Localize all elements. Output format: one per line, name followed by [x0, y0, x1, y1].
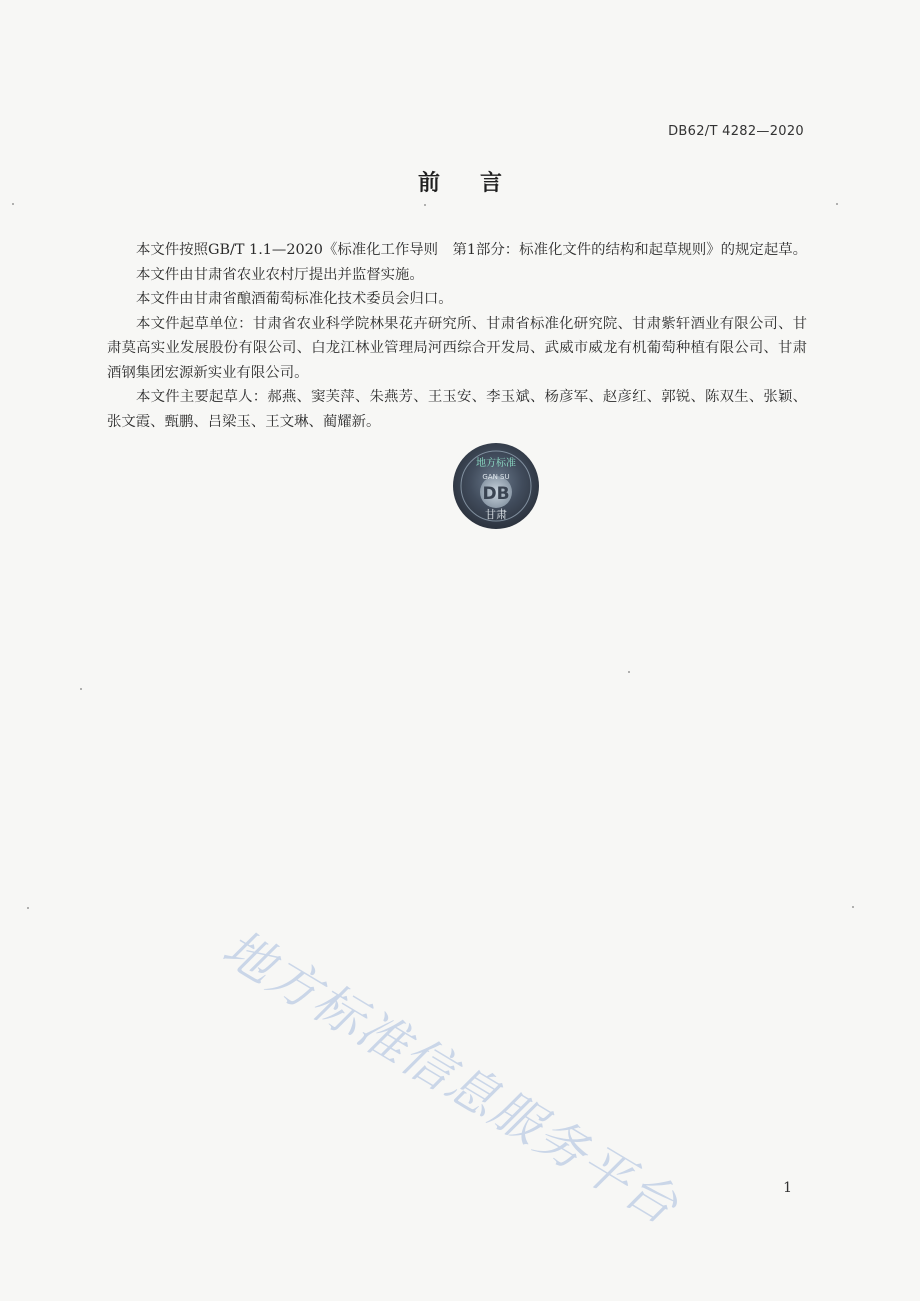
paragraph-drafters: 本文件主要起草人：郝燕、窦芙萍、朱燕芳、王玉安、李玉斌、杨彦军、赵彦红、郭锐、陈双生、张颖、张文霞、甄鹏、吕梁玉、王文琳、蔺耀新。 [107, 389, 807, 430]
scan-speck [836, 203, 838, 205]
seal-bottom-text: 甘肃 [485, 508, 507, 521]
foreword-body [107, 238, 807, 434]
paragraph-committee: 本文件由甘肃省酿酒葡萄标准化技术委员会归口。 [136, 291, 453, 307]
scan-speck [628, 671, 630, 673]
seal-gansu-text: GAN SU [482, 473, 510, 481]
paragraph-drafting-basis: 本文件按照GB/T 1.1—2020《标准化工作导则 第1部分：标准化文件的结构和起草规则》的规定起草。 [136, 242, 807, 258]
db-gansu-seal [452, 442, 540, 530]
page-number: 1 [783, 1180, 792, 1196]
paragraph-proposer: 本文件由甘肃省农业农村厅提出并监督实施。 [136, 266, 424, 283]
page-title: 前言 [417, 171, 542, 196]
scan-speck [424, 204, 426, 206]
platform-watermark: 地方标准信息服务平台 [213, 918, 689, 1237]
seal-top-text: 地方标准 [476, 458, 516, 469]
scan-speck [12, 203, 14, 205]
scan-speck [27, 907, 29, 909]
paragraph-drafting-units: 本文件起草单位：甘肃省农业科学院林果花卉研究所、甘肃省标准化研究院、甘肃紫轩酒业有限公司、甘肃莫高实业发展股份有限公司、白龙江林业管理局河西综合开发局、武威市威龙有机葡萄种植有限公司、甘肃酒钢集团宏源新实业有限公司。 [107, 315, 807, 381]
document-code: DB62/T 4282—2020 [668, 124, 804, 139]
scan-speck [852, 906, 854, 908]
seal-db-text: DB [482, 484, 510, 504]
scan-speck [80, 688, 82, 690]
